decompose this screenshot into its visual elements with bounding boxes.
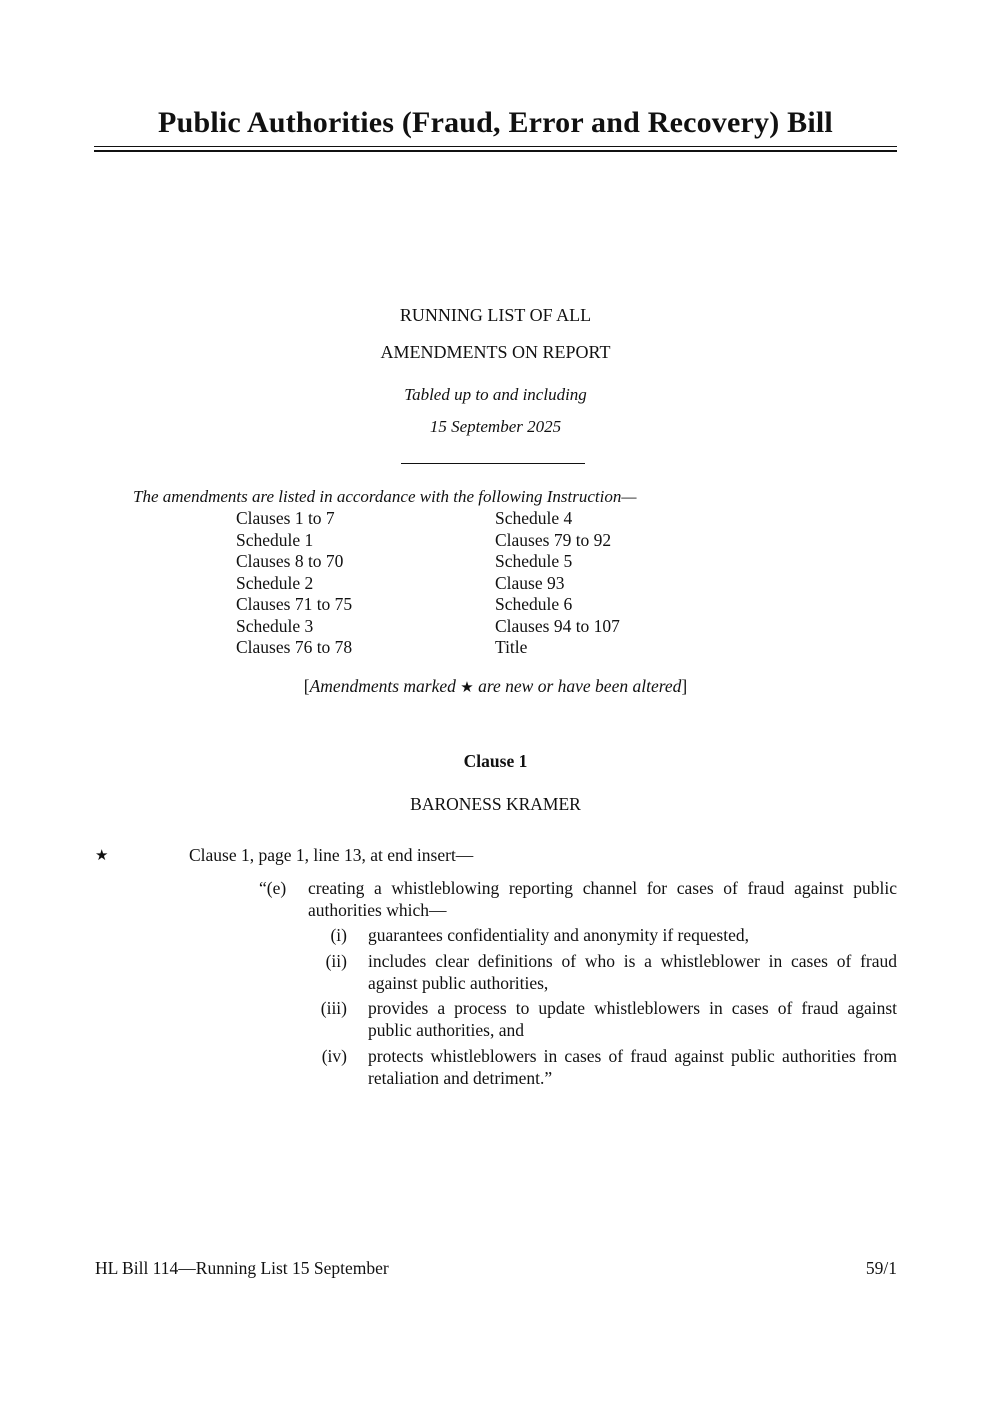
- footer-page-number: 59/1: [865, 1258, 897, 1278]
- order-item: Schedule 4: [495, 508, 573, 528]
- footer-bill-reference: HL Bill 114—Running List 15 September: [95, 1258, 389, 1278]
- order-item: Title: [495, 637, 528, 657]
- order-item: Clause 93: [495, 572, 565, 593]
- new-amendments-note: [Amendments marked ★ are new or have been altered]: [303, 676, 688, 696]
- order-item: Schedule 5: [495, 551, 573, 571]
- order-item: Clauses 71 to 75: [236, 594, 353, 614]
- subparagraph-label: (i): [330, 925, 347, 945]
- member-name: BARONESS KRAMER: [410, 794, 581, 814]
- subparagraph-label: (ii): [325, 951, 347, 971]
- instruction-text: The amendments are listed in accordance with the following Instruction—: [133, 487, 637, 506]
- order-item: Clauses 79 to 92: [495, 529, 612, 550]
- subparagraph-text: guarantees confidentiality and anonymity if requested,: [368, 925, 749, 945]
- order-item: Clauses 94 to 107: [495, 615, 620, 636]
- amendment-instruction: Clause 1, page 1, line 13, at end insert—: [189, 845, 474, 865]
- paragraph-text: creating a whistleblowing reporting channel for cases of fraud against public authorities which—: [308, 878, 897, 920]
- order-item: Clauses 8 to 70: [236, 551, 344, 571]
- bill-title: Public Authorities (Fraud, Error and Recovery) Bill: [158, 106, 833, 139]
- separator-rule: [401, 463, 585, 464]
- paragraph-label: “(e): [259, 878, 287, 898]
- tabled-line-1: Tabled up to and including: [404, 385, 587, 404]
- order-list-left: [236, 508, 352, 659]
- subparagraph-text: provides a process to update whistleblowers in cases of fraud against public authorities, and: [368, 998, 897, 1040]
- title-rule-thin: [94, 146, 897, 147]
- heading-line-2: AMENDMENTS ON REPORT: [380, 342, 611, 362]
- subparagraph-text: protects whistleblowers in cases of fraud against public authorities from retaliation and detriment.”: [368, 1046, 897, 1088]
- star-icon: ★: [460, 678, 474, 696]
- tabled-date: 15 September 2025: [429, 417, 562, 436]
- order-item: Clauses 76 to 78: [236, 637, 353, 657]
- subparagraph-text: includes clear definitions of who is a whistleblower in cases of fraud against public authorities,: [368, 951, 897, 993]
- title-rule-thick: [94, 150, 897, 152]
- subparagraph-label: (iv): [321, 1046, 347, 1066]
- star-icon: ★: [95, 846, 109, 864]
- order-item: Schedule 1: [236, 529, 314, 550]
- order-item: Schedule 2: [236, 572, 314, 593]
- order-item: Clauses 1 to 7: [236, 508, 335, 528]
- order-list-right: [495, 508, 620, 659]
- section-heading: Clause 1: [463, 751, 528, 771]
- subparagraph-label: (iii): [320, 998, 347, 1018]
- order-item: Schedule 6: [495, 594, 573, 614]
- order-item: Schedule 3: [236, 615, 314, 636]
- heading-line-1: RUNNING LIST OF ALL: [399, 305, 592, 325]
